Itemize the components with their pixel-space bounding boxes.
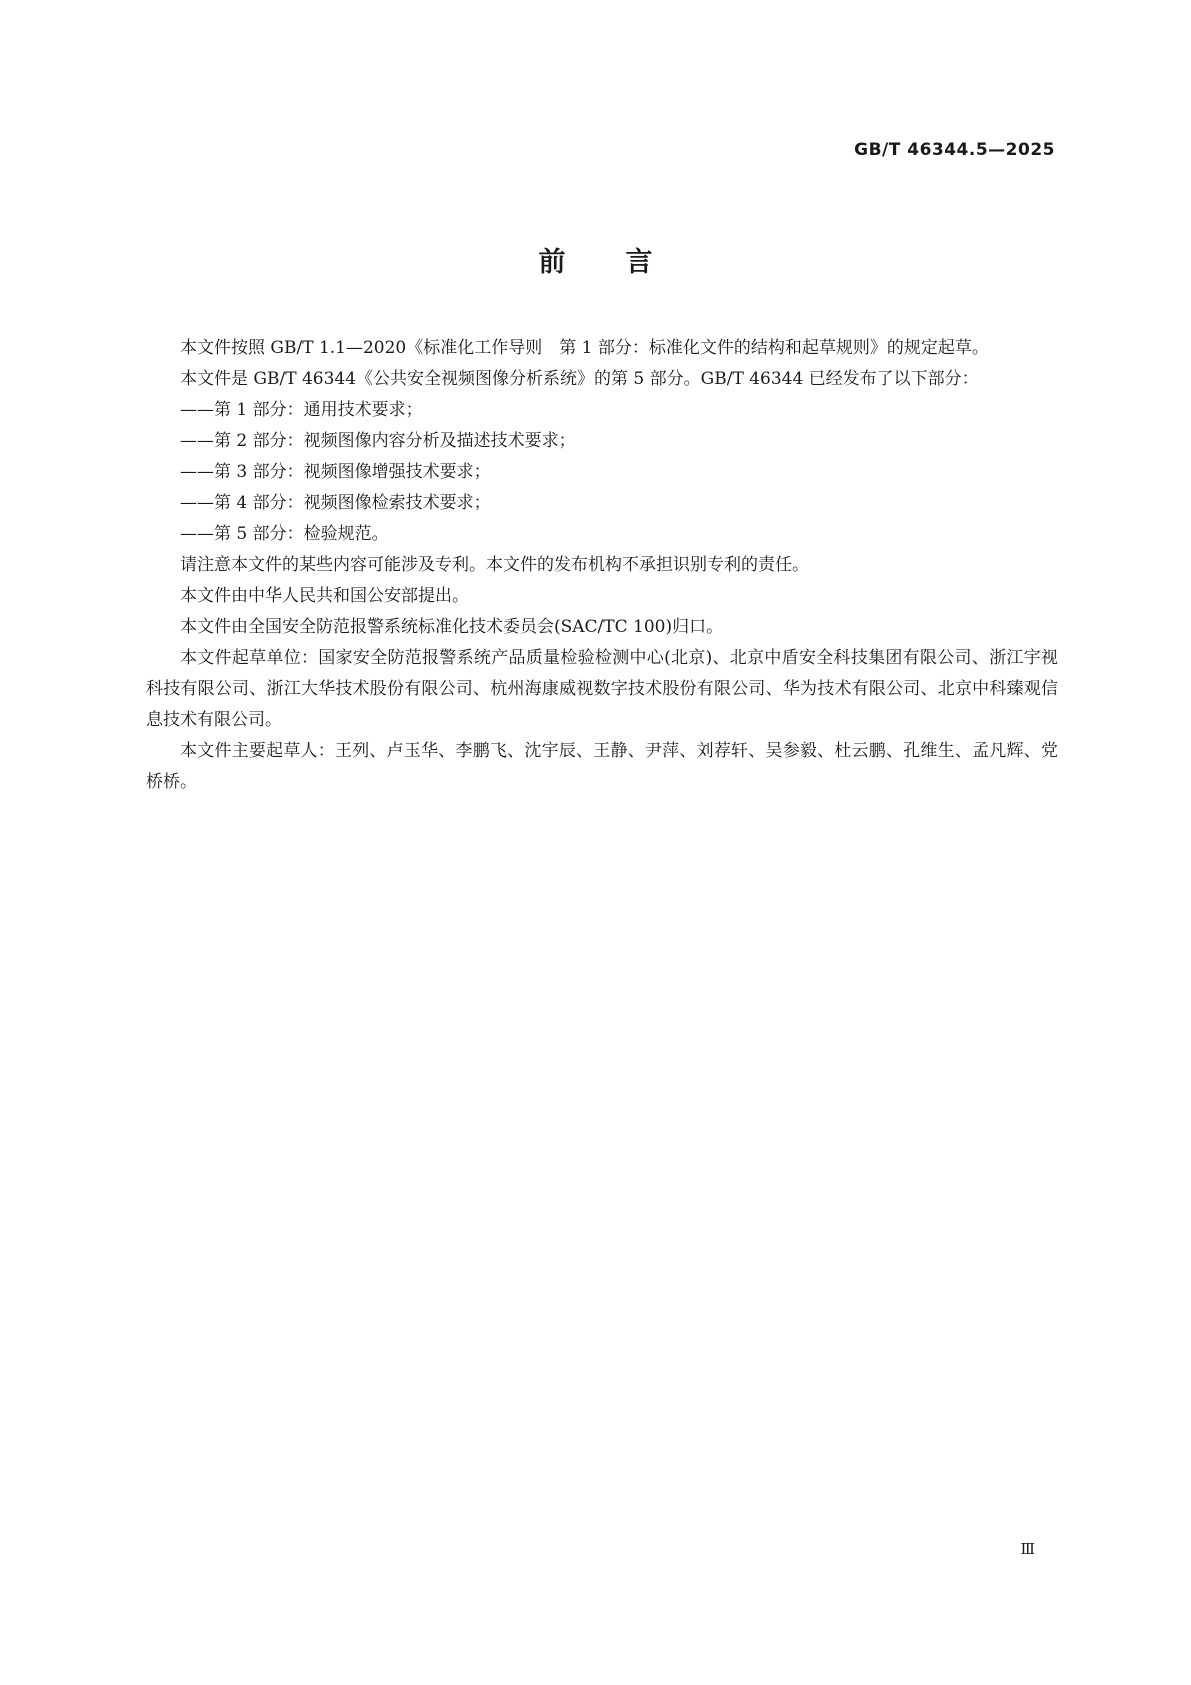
- page-title: 前言: [538, 247, 713, 278]
- foreword-body: [146, 333, 1058, 798]
- paragraph-parts-intro: 本文件是 GB/T 46344《公共安全视频图像分析系统》的第 5 部分。GB/T 46344 已经发布了以下部分：: [180, 369, 979, 389]
- list-item-part-3: ——第 3 部分：视频图像增强技术要求；: [180, 462, 491, 482]
- paragraph-drafting-rules: 本文件按照 GB/T 1.1—2020《标准化工作导则 第 1 部分：标准化文件的结构和起草规则》的规定起草。: [180, 338, 989, 358]
- document-number: GB/T 46344.5—2025: [854, 140, 1055, 160]
- list-item-part-5: ——第 5 部分：检验规范。: [180, 524, 389, 544]
- list-item-part-1: ——第 1 部分：通用技术要求；: [180, 400, 423, 420]
- list-item-part-4: ——第 4 部分：视频图像检索技术要求；: [180, 493, 491, 513]
- paragraph-patent-notice: 请注意本文件的某些内容可能涉及专利。本文件的发布机构不承担识别专利的责任。: [180, 555, 809, 575]
- paragraph-drafting-units: 本文件起草单位：国家安全防范报警系统产品质量检验检测中心(北京)、北京中盾安全科技集团有限公司、浙江宇视科技有限公司、浙江大华技术股份有限公司、杭州海康威视数字技术股份有限公司、华为技术有限公司、北京中科臻观信息技术有限公司。: [146, 648, 1058, 730]
- paragraph-proposer: 本文件由中华人民共和国公安部提出。: [180, 586, 469, 606]
- page-number: Ⅲ: [1020, 1540, 1035, 1558]
- paragraph-drafters: 本文件主要起草人：王列、卢玉华、李鹏飞、沈宇辰、王静、尹萍、刘荐轩、吴参毅、杜云鹏、孔维生、孟凡辉、党桥桥。: [146, 741, 1058, 792]
- paragraph-committee: 本文件由全国安全防范报警系统标准化技术委员会(SAC/TC 100)归口。: [180, 617, 724, 637]
- list-item-part-2: ——第 2 部分：视频图像内容分析及描述技术要求；: [180, 431, 576, 451]
